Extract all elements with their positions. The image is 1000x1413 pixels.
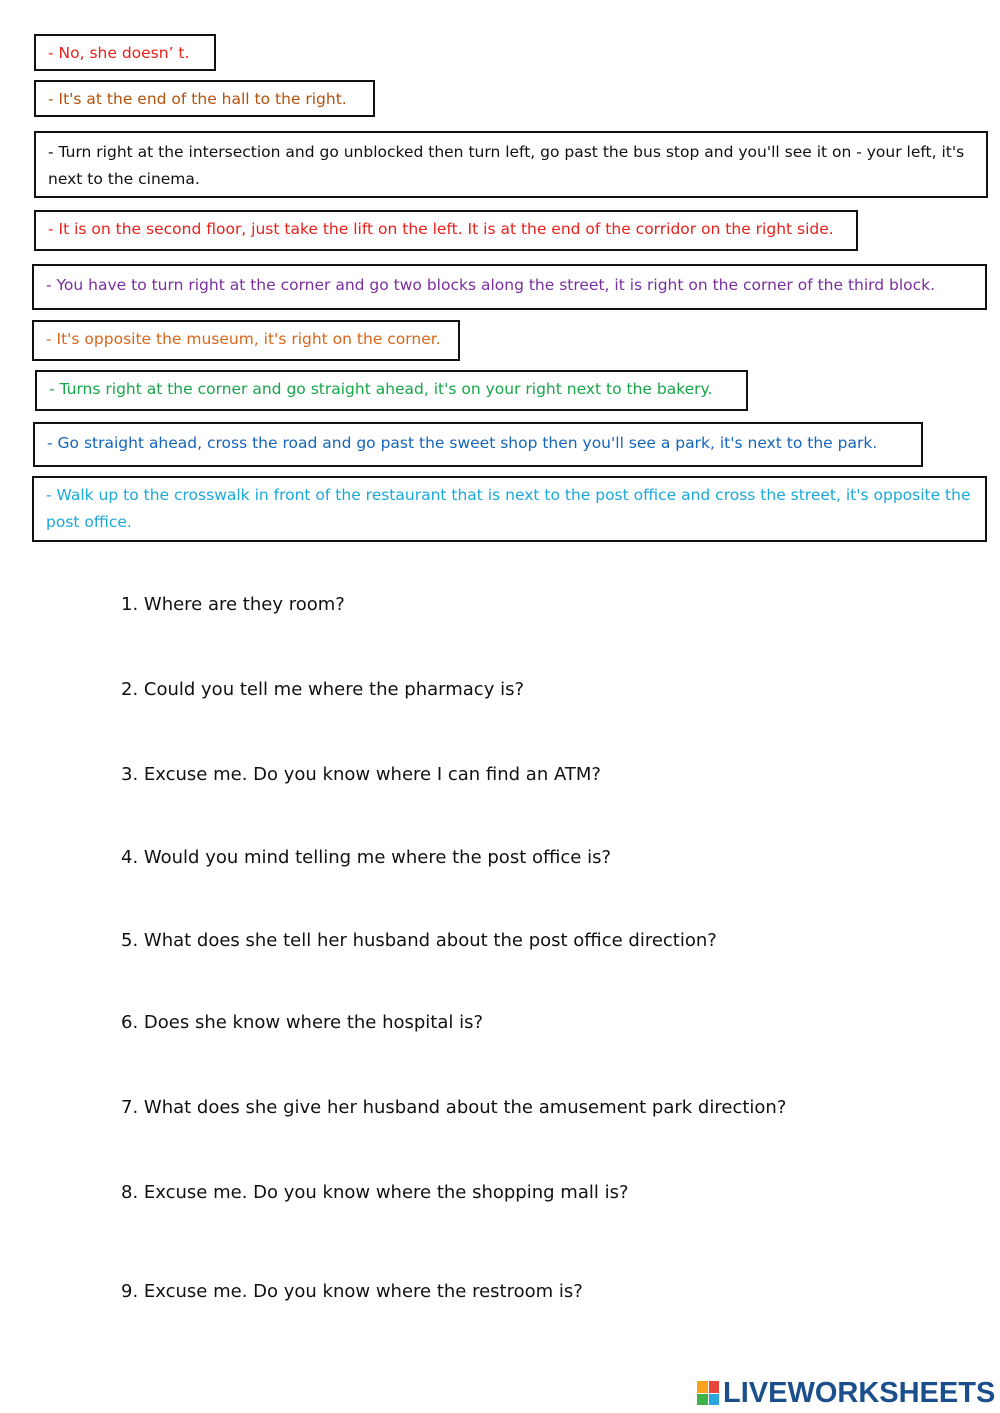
logo-square-icon: [709, 1381, 720, 1393]
question-1: 1. Where are they room?: [121, 594, 345, 615]
answer-text: - Walk up to the crosswalk in front of the restaurant that is next to the post office and cross the street, it's opposite the post office.: [46, 486, 971, 531]
answer-text: - Turn right at the intersection and go unblocked then turn left, go past the bus stop and you'll see it on - your left, it's next to the cinema.: [48, 143, 965, 188]
liveworksheets-logo: [697, 1378, 995, 1408]
answer-text: - Turns right at the corner and go straight ahead, it's on your right next to the bakery.: [49, 380, 713, 398]
answer-text: - It's opposite the museum, it's right on the corner.: [46, 330, 441, 348]
question-9: 9. Excuse me. Do you know where the restroom is?: [121, 1281, 583, 1302]
answer-card-7[interactable]: [35, 370, 748, 411]
logo-text: LIVEWORKSHEETS: [723, 1377, 996, 1409]
answer-card-5[interactable]: [32, 264, 987, 310]
answer-text: - No, she doesn’ t.: [48, 44, 190, 62]
question-8: 8. Excuse me. Do you know where the shopping mall is?: [121, 1182, 629, 1203]
question-4: 4. Would you mind telling me where the post office is?: [121, 847, 612, 868]
answer-card-2[interactable]: [34, 80, 375, 117]
answer-text: - It's at the end of the hall to the right.: [48, 90, 347, 108]
logo-square-icon: [709, 1394, 720, 1406]
answer-card-4[interactable]: [34, 210, 858, 251]
logo-square-icon: [697, 1394, 708, 1406]
logo-square-icon: [697, 1381, 708, 1393]
logo-mark-icon: [697, 1381, 719, 1405]
answer-text: - You have to turn right at the corner and go two blocks along the street, it is right on the corner of the third block.: [46, 276, 936, 294]
answer-card-8[interactable]: [33, 422, 923, 467]
question-2: 2. Could you tell me where the pharmacy is?: [121, 679, 524, 700]
answer-text: - It is on the second floor, just take the lift on the left. It is at the end of the corridor on the right side.: [48, 220, 834, 238]
answer-card-1[interactable]: [34, 34, 216, 71]
question-3: 3. Excuse me. Do you know where I can find an ATM?: [121, 764, 601, 785]
question-6: 6. Does she know where the hospital is?: [121, 1012, 484, 1033]
answer-text: - Go straight ahead, cross the road and go past the sweet shop then you'll see a park, it's next to the park.: [47, 434, 878, 452]
answer-card-3[interactable]: [34, 131, 988, 198]
answer-card-9[interactable]: [32, 476, 987, 542]
question-7: 7. What does she give her husband about the amusement park direction?: [121, 1097, 787, 1118]
question-5: 5. What does she tell her husband about the post office direction?: [121, 930, 717, 951]
answer-card-6[interactable]: [32, 320, 460, 361]
